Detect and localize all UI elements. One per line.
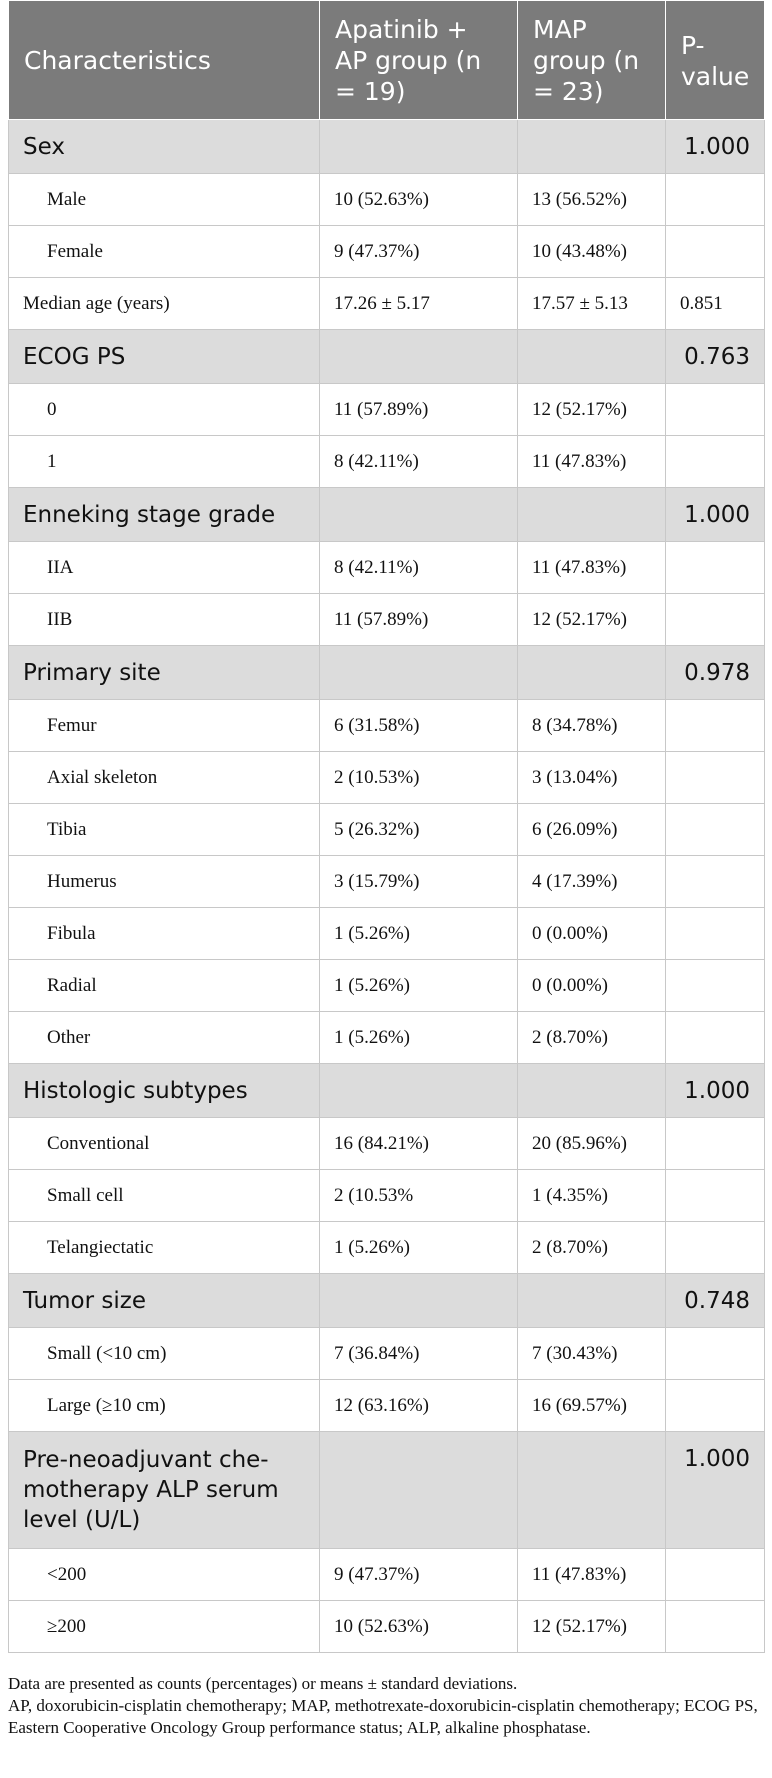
map-value: 13 (56.52%) [518, 174, 666, 226]
row-label: ECOG PS [9, 330, 320, 384]
row-label: Tumor size [9, 1274, 320, 1328]
map-value: 12 (52.17%) [518, 594, 666, 646]
table-row-female [9, 226, 765, 278]
row-label: IIB [9, 594, 320, 646]
map-value: 1 (4.35%) [518, 1170, 666, 1222]
map-value: 12 (52.17%) [518, 1601, 666, 1653]
header-row [9, 1, 765, 120]
apatinib-value: 1 (5.26%) [320, 1012, 518, 1064]
map-value: 11 (47.83%) [518, 1549, 666, 1601]
row-label: Conventional [9, 1118, 320, 1170]
table-row-other [9, 1012, 765, 1064]
category-row-sex [9, 120, 765, 174]
apatinib-value: 5 (26.32%) [320, 804, 518, 856]
apatinib-value: 9 (47.37%) [320, 226, 518, 278]
row-label: IIA [9, 542, 320, 594]
apatinib-value: 6 (31.58%) [320, 700, 518, 752]
row-label: Small (<10 cm) [9, 1328, 320, 1380]
row-label: Radial [9, 960, 320, 1012]
row-label: Pre-neoadjuvant che-motherapy ALP serum level (U/L) [9, 1432, 320, 1549]
table-row-male [9, 174, 765, 226]
p-value-cell [666, 1380, 765, 1432]
p-value-cell [666, 1012, 765, 1064]
apatinib-value: 10 (52.63%) [320, 1601, 518, 1653]
map-value: 8 (34.78%) [518, 700, 666, 752]
table-row-ecog-0 [9, 384, 765, 436]
cell-empty [518, 1274, 666, 1328]
table-row-tibia [9, 804, 765, 856]
apatinib-value: 17.26 ± 5.17 [320, 278, 518, 330]
cell-empty [518, 488, 666, 542]
table-row-axial-skeleton [9, 752, 765, 804]
footnote-data-presentation: Data are presented as counts (percentages) or means ± standard deviations. [8, 1674, 518, 1693]
row-label: Large (≥10 cm) [9, 1380, 320, 1432]
category-row-tumor-size [9, 1274, 765, 1328]
p-value-cell [666, 960, 765, 1012]
p-value-cell [666, 1549, 765, 1601]
row-label: Tibia [9, 804, 320, 856]
p-value-cell [666, 436, 765, 488]
table-row-fibula [9, 908, 765, 960]
cell-empty [320, 330, 518, 384]
p-value-cell [666, 804, 765, 856]
cell-empty [518, 330, 666, 384]
p-value-cell [666, 1328, 765, 1380]
category-row-ecog [9, 330, 765, 384]
row-label: Enneking stage grade [9, 488, 320, 542]
p-value-cell [666, 174, 765, 226]
p-value-cell: 1.000 [666, 488, 765, 542]
apatinib-value: 1 (5.26%) [320, 908, 518, 960]
apatinib-value: 8 (42.11%) [320, 436, 518, 488]
p-value-cell [666, 1170, 765, 1222]
map-value: 0 (0.00%) [518, 960, 666, 1012]
cell-empty [320, 646, 518, 700]
apatinib-value: 11 (57.89%) [320, 594, 518, 646]
row-label: Other [9, 1012, 320, 1064]
cell-empty [518, 1064, 666, 1118]
header-characteristics: Characteristics [9, 1, 320, 120]
cell-empty [518, 1432, 666, 1549]
row-label: Humerus [9, 856, 320, 908]
p-value-cell [666, 752, 765, 804]
apatinib-value: 3 (15.79%) [320, 856, 518, 908]
footnote-abbreviations: AP, doxorubicin-cisplatin chemotherapy; MAP, methotrexate-doxorubicin-cisplatin chemotherapy; ECOG PS, Eastern Cooperative Oncology Group performance status; ALP, alkaline phosphatase. [8, 1696, 758, 1737]
cell-empty [320, 1064, 518, 1118]
p-value-cell [666, 542, 765, 594]
p-value-cell [666, 700, 765, 752]
apatinib-value: 1 (5.26%) [320, 960, 518, 1012]
row-label: Female [9, 226, 320, 278]
p-value-cell: 0.978 [666, 646, 765, 700]
map-value: 11 (47.83%) [518, 542, 666, 594]
map-value: 4 (17.39%) [518, 856, 666, 908]
p-value-cell: 1.000 [666, 1064, 765, 1118]
table-row-lt200 [9, 1549, 765, 1601]
table-row-small-cell [9, 1170, 765, 1222]
table-row-small [9, 1328, 765, 1380]
header-map-group: MAP group (n = 23) [518, 1, 666, 120]
category-row-primary-site [9, 646, 765, 700]
cell-empty [518, 646, 666, 700]
header-p-value: P-value [666, 1, 765, 120]
map-value: 7 (30.43%) [518, 1328, 666, 1380]
row-label: Axial skeleton [9, 752, 320, 804]
map-value: 2 (8.70%) [518, 1222, 666, 1274]
row-label: 1 [9, 436, 320, 488]
table-row-ecog-1 [9, 436, 765, 488]
row-label: Histologic subtypes [9, 1064, 320, 1118]
map-value: 0 (0.00%) [518, 908, 666, 960]
map-value: 16 (69.57%) [518, 1380, 666, 1432]
apatinib-value: 8 (42.11%) [320, 542, 518, 594]
table-container [8, 0, 764, 1653]
table-row-humerus [9, 856, 765, 908]
table-row-femur [9, 700, 765, 752]
p-value-cell [666, 226, 765, 278]
row-label: <200 [9, 1549, 320, 1601]
table-row-median-age [9, 278, 765, 330]
row-label: Primary site [9, 646, 320, 700]
row-label: ≥200 [9, 1601, 320, 1653]
p-value-cell: 0.763 [666, 330, 765, 384]
category-row-alp [9, 1432, 765, 1549]
p-value-cell [666, 908, 765, 960]
cell-empty [320, 1432, 518, 1549]
cell-empty [518, 120, 666, 174]
apatinib-value: 9 (47.37%) [320, 1549, 518, 1601]
map-value: 11 (47.83%) [518, 436, 666, 488]
cell-empty [320, 1274, 518, 1328]
table-row-radial [9, 960, 765, 1012]
map-value: 17.57 ± 5.13 [518, 278, 666, 330]
row-label: Telangiectatic [9, 1222, 320, 1274]
p-value-cell [666, 1222, 765, 1274]
table-row-iia [9, 542, 765, 594]
p-value-cell [666, 1118, 765, 1170]
row-label: Femur [9, 700, 320, 752]
apatinib-value: 7 (36.84%) [320, 1328, 518, 1380]
characteristics-table [8, 0, 765, 1653]
map-value: 6 (26.09%) [518, 804, 666, 856]
apatinib-value: 2 (10.53% [320, 1170, 518, 1222]
row-label: Male [9, 174, 320, 226]
row-label: 0 [9, 384, 320, 436]
apatinib-value: 16 (84.21%) [320, 1118, 518, 1170]
table-row-telangiectatic [9, 1222, 765, 1274]
apatinib-value: 1 (5.26%) [320, 1222, 518, 1274]
row-label: Median age (years) [9, 278, 320, 330]
map-value: 12 (52.17%) [518, 384, 666, 436]
apatinib-value: 2 (10.53%) [320, 752, 518, 804]
map-value: 20 (85.96%) [518, 1118, 666, 1170]
map-value: 10 (43.48%) [518, 226, 666, 278]
p-value-cell: 0.851 [666, 278, 765, 330]
p-value-cell: 1.000 [666, 120, 765, 174]
table-footnotes [8, 1673, 764, 1739]
p-value-cell [666, 594, 765, 646]
category-row-histologic [9, 1064, 765, 1118]
table-body [9, 120, 765, 1653]
cell-empty [320, 488, 518, 542]
header-apatinib-group: Apatinib + AP group (n = 19) [320, 1, 518, 120]
apatinib-value: 11 (57.89%) [320, 384, 518, 436]
table-row-conventional [9, 1118, 765, 1170]
table-header [9, 1, 765, 120]
row-label: Sex [9, 120, 320, 174]
p-value-cell: 0.748 [666, 1274, 765, 1328]
table-row-iib [9, 594, 765, 646]
apatinib-value: 10 (52.63%) [320, 174, 518, 226]
row-label: Fibula [9, 908, 320, 960]
apatinib-value: 12 (63.16%) [320, 1380, 518, 1432]
row-label: Small cell [9, 1170, 320, 1222]
category-row-enneking [9, 488, 765, 542]
map-value: 3 (13.04%) [518, 752, 666, 804]
table-row-large [9, 1380, 765, 1432]
p-value-cell [666, 384, 765, 436]
p-value-cell: 1.000 [666, 1432, 765, 1549]
p-value-cell [666, 856, 765, 908]
table-row-ge200 [9, 1601, 765, 1653]
cell-empty [320, 120, 518, 174]
p-value-cell [666, 1601, 765, 1653]
map-value: 2 (8.70%) [518, 1012, 666, 1064]
